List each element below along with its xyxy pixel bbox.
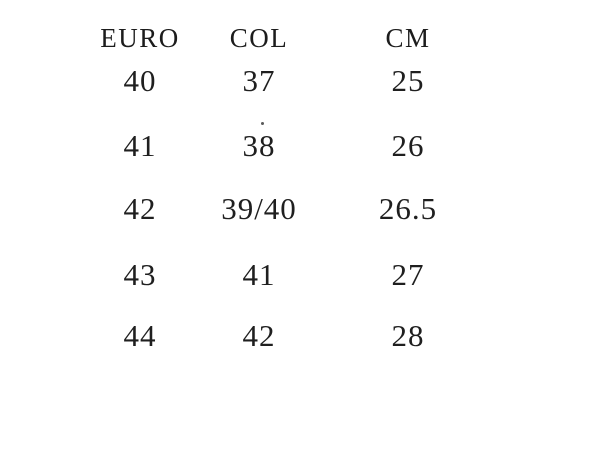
cell-cm: 25 <box>391 63 425 98</box>
cell-cm: 27 <box>391 257 425 292</box>
table-header-row <box>80 16 498 60</box>
cell-cm: 26 <box>391 128 425 163</box>
cell-col: 37 <box>242 63 276 98</box>
scan-speck-artifact <box>261 122 264 125</box>
cell-euro: 40 <box>123 63 157 98</box>
table-row <box>80 124 498 168</box>
cell-col: 39/40 <box>221 191 297 226</box>
column-header-euro: EURO <box>100 23 180 53</box>
cell-cm: 28 <box>391 318 425 353</box>
column-header-cm: CM <box>385 23 431 53</box>
column-header-col: COL <box>229 23 289 53</box>
cell-euro: 41 <box>123 128 157 163</box>
cell-col: 41 <box>242 257 276 292</box>
cell-col: 38 <box>242 128 276 163</box>
table-row <box>80 187 498 231</box>
cell-col: 42 <box>242 318 276 353</box>
cell-euro: 43 <box>123 257 157 292</box>
table-row <box>80 314 498 358</box>
cell-cm: 26.5 <box>378 191 438 226</box>
cell-euro: 42 <box>123 191 157 226</box>
table-row <box>80 253 498 297</box>
table-row <box>80 59 498 103</box>
cell-euro: 44 <box>123 318 157 353</box>
